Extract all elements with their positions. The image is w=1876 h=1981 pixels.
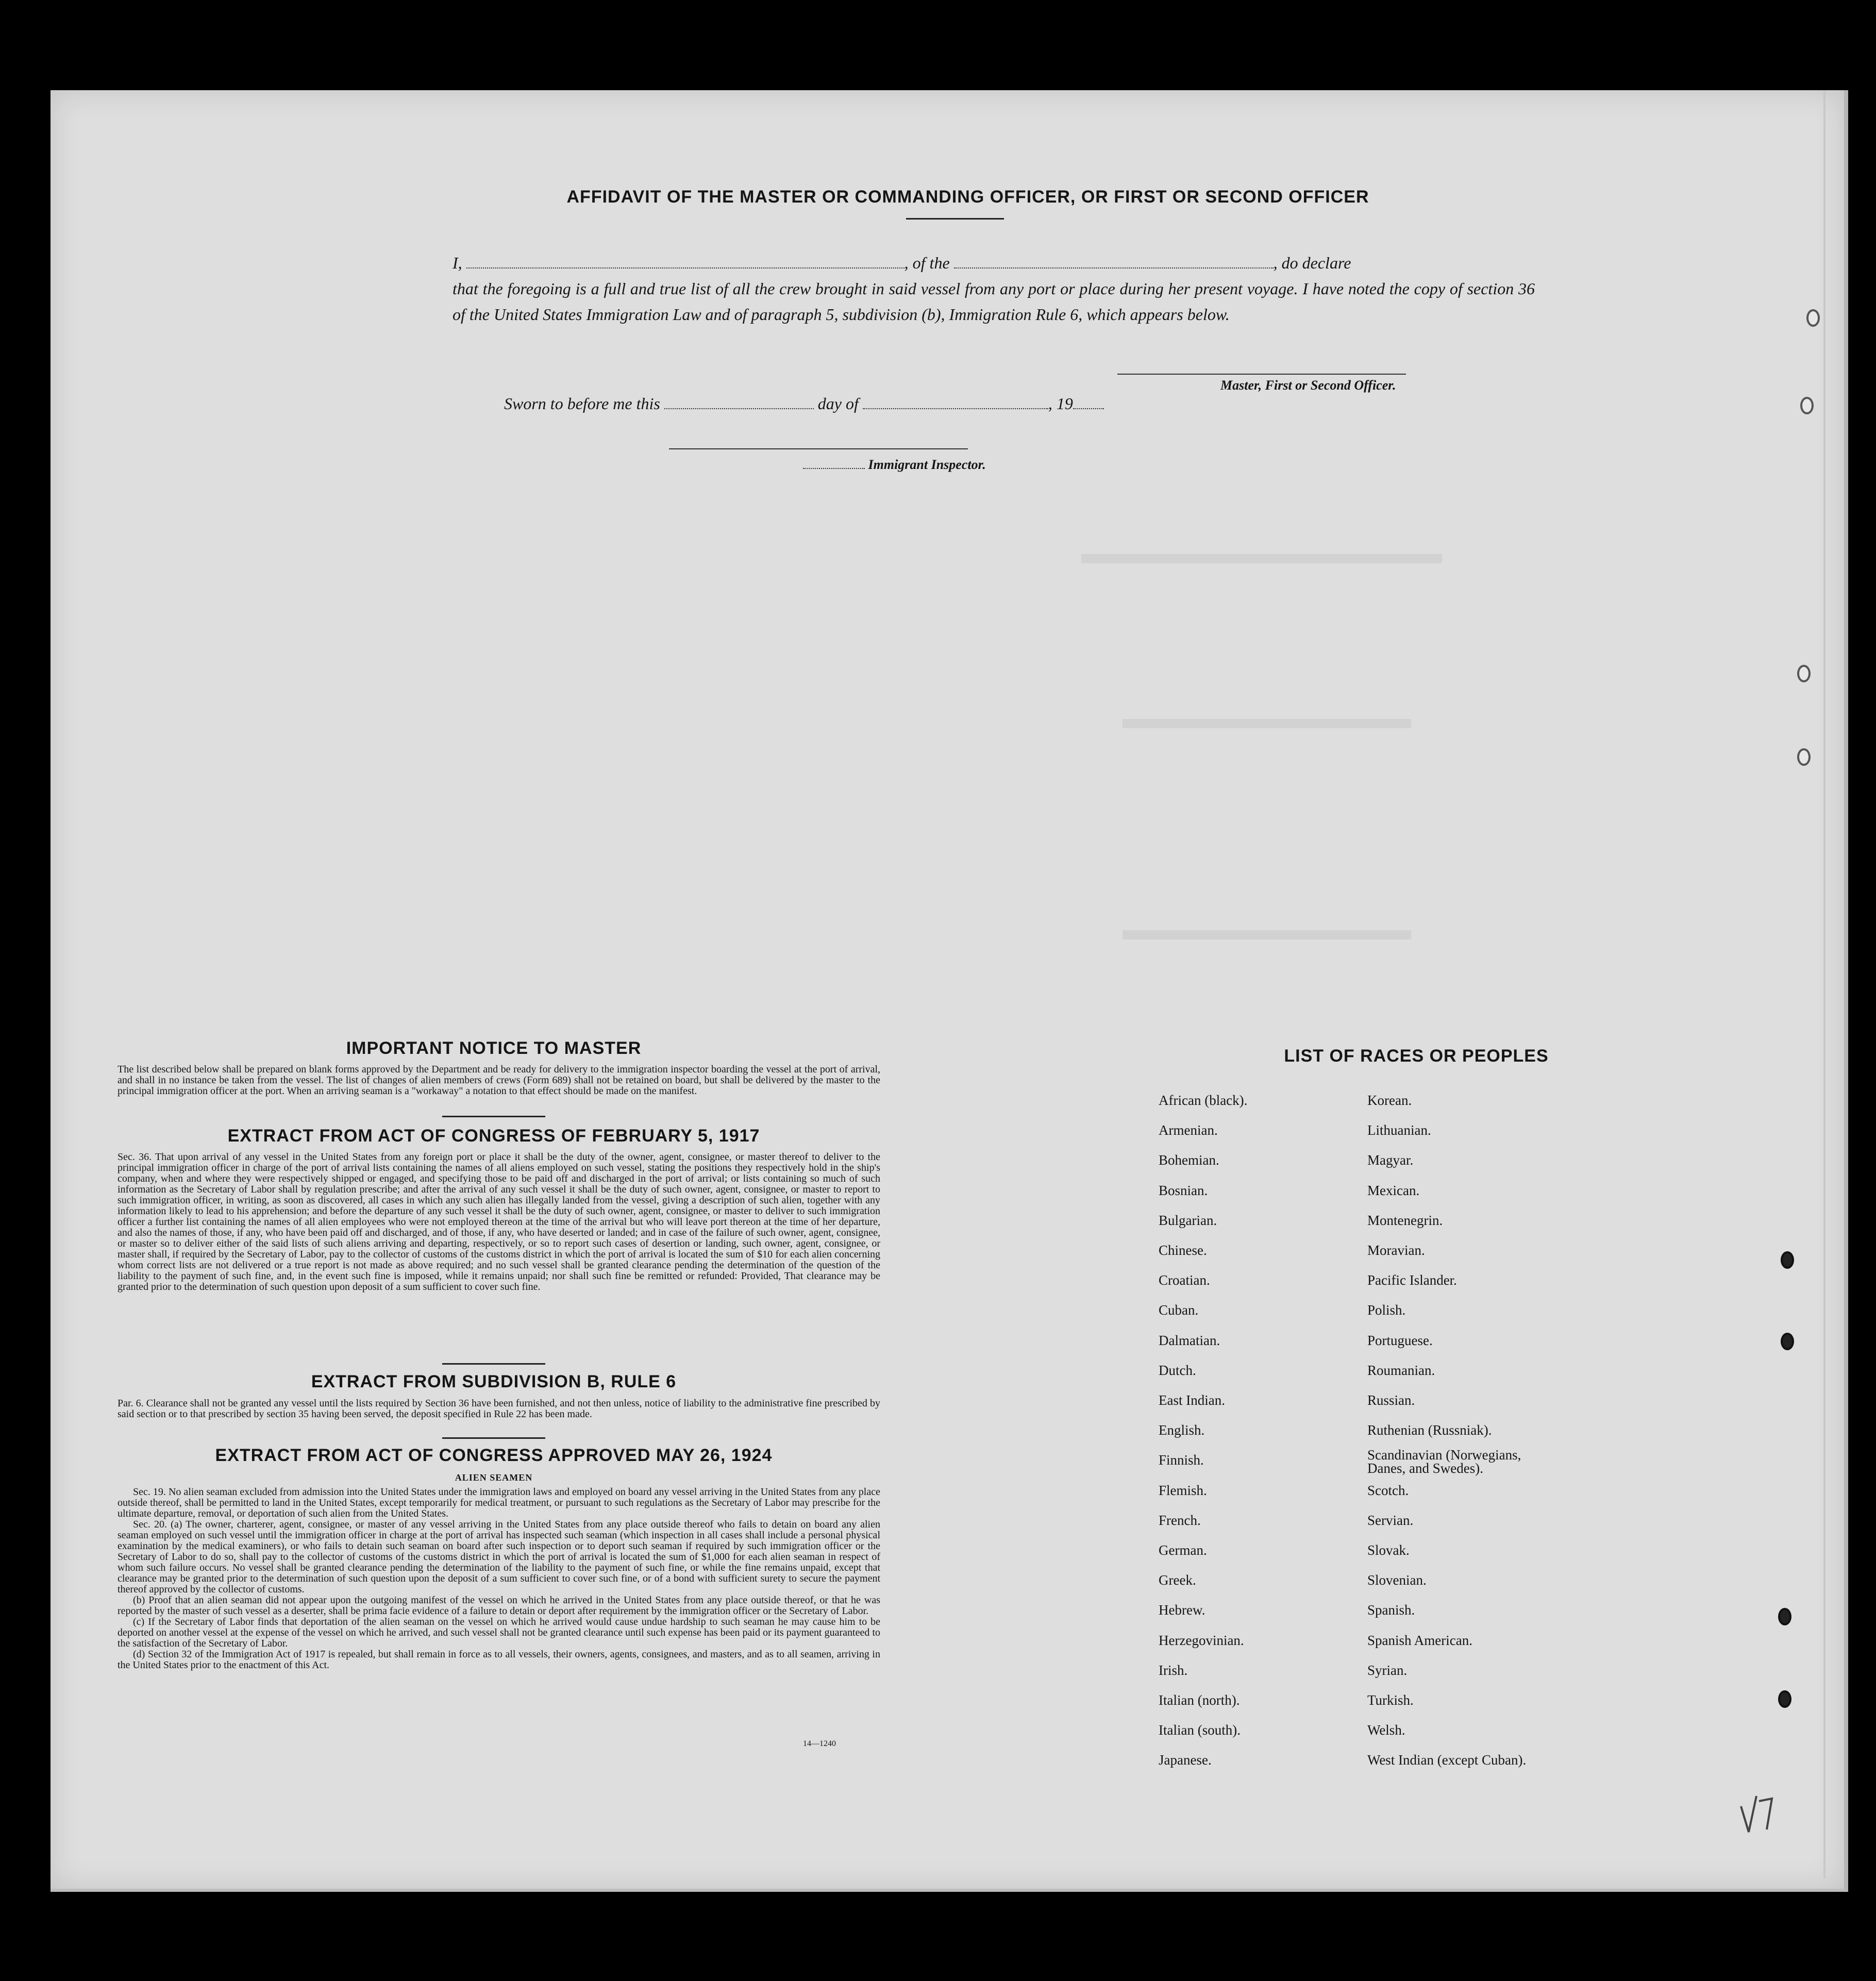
of-the-label: , of the bbox=[904, 254, 950, 272]
extract-rule6-body: Par. 6. Clearance shall not be granted any vessel until the lists required by Section 36 have been furnished, and not then unless, notice of liability to the administrative fine prescribed by said section or to that prescribed by section 35 having been served, the deposit specified in Rule 22 has been made. bbox=[118, 1398, 880, 1420]
master-signature-line[interactable] bbox=[1117, 374, 1406, 375]
race-item: Cuban. bbox=[1159, 1302, 1199, 1318]
inspector-prefix-line bbox=[803, 468, 865, 469]
binding-hole bbox=[1781, 1333, 1794, 1350]
inspector-signature bbox=[803, 457, 986, 473]
race-item: Lithuanian. bbox=[1367, 1122, 1431, 1138]
race-item: Slovak. bbox=[1367, 1542, 1410, 1558]
notice-body: The list described below shall be prepared on blank forms approved by the Department and be ready for delivery to the immigration inspector boarding the vessel at the port of arrival, and shall in no instance be taken from the vessel. The list of changes of alien members of crews (Form 689) shall not be retained on board, but shall be delivered by the master to the principal immigration officer at the port. When an arriving seaman is a "workaway" a notation to that effect should be made on the manifest. bbox=[118, 1064, 880, 1097]
race-item: East Indian. bbox=[1159, 1392, 1225, 1408]
race-item: German. bbox=[1159, 1542, 1207, 1558]
sworn-day-field[interactable] bbox=[664, 408, 814, 409]
race-item: Montenegrin. bbox=[1367, 1212, 1443, 1228]
race-item: Herzegovinian. bbox=[1159, 1632, 1244, 1648]
race-item: Chinese. bbox=[1159, 1243, 1207, 1258]
document-page bbox=[51, 90, 1848, 1892]
affidavit-first-line bbox=[453, 250, 1535, 276]
race-item: Armenian. bbox=[1159, 1122, 1218, 1138]
form-number: 14—1240 bbox=[803, 1739, 836, 1748]
race-item: Flemish. bbox=[1159, 1482, 1207, 1498]
title-rule bbox=[906, 218, 1004, 220]
race-item: Syrian. bbox=[1367, 1662, 1408, 1678]
affidavit-title: AFFIDAVIT OF THE MASTER OR COMMANDING OFFICER, OR FIRST OR SECOND OFFICER bbox=[566, 187, 1369, 207]
bleed-through-line bbox=[1081, 554, 1442, 563]
race-item: African (black). bbox=[1159, 1093, 1248, 1108]
race-item: Polish. bbox=[1367, 1302, 1406, 1318]
binding-hole bbox=[1797, 748, 1811, 766]
notice-rule bbox=[442, 1116, 545, 1117]
race-item: Slovenian. bbox=[1367, 1572, 1427, 1588]
extract-1917-body: Sec. 36. That upon arrival of any vessel in the United States from any foreign port or place it shall be the duty of the owner, agent, consignee, or master thereof to deliver to the principal immigration officer in charge of the port of arrival lists containing the names of all aliens employed on such vessel, stating the positions they respectively hold in the ship's company, when and where they were respectively shipped or engaged, and specifying those to be paid off and discharged in the port of arrival; or lists containing so much of such information as the Secretary of Labor shall by regulation prescribe; and after the arrival of any such vessel it shall be the duty of such owner, agent, consignee, or master to report to such immigration officer, in writing, as soon as discovered, all cases in which any such alien has illegally landed from the vessel, giving a description of such alien, together with any information likely to lead to his apprehension; and before the departure of any such vessel it shall be the duty of such owner, agent, consignee, or master to deliver to such immigration officer a further list containing the names of all alien employees who were not employed thereon at the time of the arrival but who will leave port thereon at the time of her departure, and also the names of those, if any, who have been paid off and discharged, and of those, if any, who have deserted or landed; and in case of the failure of such owner, agent, consignee, or master so to deliver either of the said lists of such aliens arriving and departing, respectively, or so to report such cases of desertion or landing, such owner, agent, consignee, or master shall, if required by the Secretary of Labor, pay to the collector of customs of the customs district in which the port of arrival is located the sum of $10 for each alien concerning whom correct lists are not delivered or a true report is not made as above required; and no such vessel shall be granted clearance pending the determination of the question of the liability to the payment of such fine, and, in the event such fine is imposed, while it remains unpaid; nor shall such fine be remitted or refunded: Provided, That clearance may be granted prior to the determination of such question upon deposit of a sum sufficient to cover such fine. bbox=[118, 1151, 880, 1292]
race-item: Scandinavian (Norwegians, Danes, and Swedes). bbox=[1367, 1447, 1521, 1476]
sworn-month-field[interactable] bbox=[863, 408, 1048, 409]
race-item: Magyar. bbox=[1367, 1152, 1414, 1168]
extract-1924-subtitle: ALIEN SEAMEN bbox=[455, 1472, 533, 1483]
race-item: Dutch. bbox=[1159, 1362, 1196, 1378]
binding-hole bbox=[1806, 309, 1820, 327]
master-signature-label: Master, First or Second Officer. bbox=[1220, 378, 1396, 393]
sworn-label: Sworn to before me this bbox=[504, 394, 660, 413]
race-item: Hebrew. bbox=[1159, 1602, 1205, 1618]
binding-hole bbox=[1781, 1251, 1794, 1269]
extract-1917-title: EXTRACT FROM ACT OF CONGRESS OF FEBRUARY 5, 1917 bbox=[227, 1126, 760, 1146]
race-item: Finnish. bbox=[1159, 1452, 1204, 1468]
extract-1924-paragraph: (d) Section 32 of the Immigration Act of 1917 is repealed, but shall remain in force as to all vessels, their owners, agents, consignees, and masters, and as to all seamen, arriving in the United States prior to the enactment of this Act. bbox=[118, 1649, 880, 1671]
race-item: Italian (south). bbox=[1159, 1722, 1241, 1738]
extract-1924-title: EXTRACT FROM ACT OF CONGRESS APPROVED MAY 26, 1924 bbox=[215, 1446, 773, 1465]
binding-hole bbox=[1800, 397, 1814, 414]
race-item: Turkish. bbox=[1367, 1692, 1414, 1708]
notice-title: IMPORTANT NOTICE TO MASTER bbox=[346, 1038, 642, 1058]
race-item: Servian. bbox=[1367, 1512, 1414, 1528]
extract-1924-body bbox=[118, 1487, 880, 1671]
race-item: Bohemian. bbox=[1159, 1152, 1219, 1168]
race-item: Scotch. bbox=[1367, 1482, 1409, 1498]
i-label: I, bbox=[453, 254, 462, 272]
inspector-signature-line[interactable] bbox=[669, 448, 968, 449]
race-item: Welsh. bbox=[1367, 1722, 1405, 1738]
race-item: Greek. bbox=[1159, 1572, 1196, 1588]
extract-rule6-rule bbox=[442, 1437, 545, 1439]
races-title: LIST OF RACES OR PEOPLES bbox=[1284, 1046, 1549, 1066]
handwritten-mark bbox=[1736, 1786, 1782, 1837]
race-item: Roumanian. bbox=[1367, 1362, 1435, 1378]
race-item: Italian (north). bbox=[1159, 1692, 1240, 1708]
extract-1924-paragraph: Sec. 19. No alien seaman excluded from admission into the United States under the immigration laws and employed on board any vessel arriving in the United States from any place outside thereof, shall be permitted to land in the United States, except temporarily for medical treatment, or pursuant to such regulations as the Secretary of Labor may prescribe for the ultimate departure, removal, or deportation of such alien from the United States. bbox=[118, 1486, 880, 1519]
extract-rule6-title: EXTRACT FROM SUBDIVISION B, RULE 6 bbox=[311, 1372, 677, 1391]
race-item: Ruthenian (Russniak). bbox=[1367, 1422, 1492, 1438]
race-item: Spanish American. bbox=[1367, 1632, 1472, 1648]
race-item: Japanese. bbox=[1159, 1752, 1212, 1768]
race-item: Russian. bbox=[1367, 1392, 1415, 1408]
year-prefix-label: , 19 bbox=[1048, 394, 1073, 413]
race-item: Portuguese. bbox=[1367, 1332, 1433, 1348]
binding-hole bbox=[1797, 665, 1811, 682]
race-item: Pacific Islander. bbox=[1367, 1272, 1457, 1288]
extract-1917-rule bbox=[442, 1363, 545, 1365]
affidavit-statement: that the foregoing is a full and true list of all the crew brought in said vessel from any port or place during her present voyage. I have noted the copy of section 36 of the United States Immigration Law and of paragraph 5, subdivision (b), Immigration Rule 6, which appears below. bbox=[453, 279, 1535, 324]
inspector-label: Immigrant Inspector. bbox=[868, 457, 986, 472]
race-item: Spanish. bbox=[1367, 1602, 1415, 1618]
name-field[interactable] bbox=[466, 267, 904, 268]
race-item: English. bbox=[1159, 1422, 1205, 1438]
vessel-field[interactable] bbox=[954, 267, 1274, 268]
race-item: Mexican. bbox=[1367, 1182, 1420, 1198]
sworn-line bbox=[504, 394, 1104, 413]
race-item: Bosnian. bbox=[1159, 1182, 1208, 1198]
race-item: French. bbox=[1159, 1512, 1201, 1528]
sworn-year-field[interactable] bbox=[1073, 408, 1104, 409]
extract-1924-paragraph: (b) Proof that an alien seaman did not appear upon the outgoing manifest of the vessel on which he arrived in the United States from any place outside thereof, or that he was reported by the master of such vessel as a deserter, shall be prima facie evidence of a failure to detain or deport after requirement by the immigration officer or the Secretary of Labor. bbox=[118, 1594, 880, 1617]
page-edge bbox=[1823, 90, 1825, 1878]
binding-hole bbox=[1778, 1608, 1791, 1625]
race-item: Bulgarian. bbox=[1159, 1212, 1217, 1228]
extract-1924-paragraph: Sec. 20. (a) The owner, charterer, agent, consignee, or master of any vessel arriving in the United States from any place outside thereof who fails to detain on board any alien seaman employed on such vessel until the immigration officer in charge at the port of arrival has inspected such seaman (which inspection in all cases shall include a personal physical examination by the medical examiners), or who fails to detain such seaman on board after such inspection or to deport such seaman if required by such immigration officer or the Secretary of Labor to do so, shall pay to the collector of customs of the customs district in which the port of arrival is located the sum of $1,000 for each alien seaman in respect of whom such failure occurs. No vessel shall be granted clearance pending the determination of the liability to the payment of such fine, or while the fine remains unpaid, except that clearance may be granted prior to the determination of such question upon the deposit of a sum sufficient to cover such fine, or of a bond with sufficient surety to secure the payment thereof approved by the collector of customs. bbox=[118, 1519, 880, 1595]
day-of-label: day of bbox=[817, 394, 859, 413]
bleed-through-line bbox=[1123, 930, 1411, 939]
binding-hole bbox=[1778, 1690, 1791, 1708]
do-declare-label: , do declare bbox=[1273, 254, 1351, 272]
race-item: Korean. bbox=[1367, 1093, 1412, 1108]
affidavit-body bbox=[453, 250, 1535, 327]
race-item: Dalmatian. bbox=[1159, 1332, 1220, 1348]
extract-1924-paragraph: (c) If the Secretary of Labor finds that deportation of the alien seaman on the vessel on which he arrived would cause undue hardship to such seaman he may cause him to be deported on another vessel at the expense of the vessel on which he arrived, and such vessel shall not be granted clearance until such expense has been paid or its payment guaranteed to the satisfaction of the Secretary of Labor. bbox=[118, 1616, 880, 1649]
race-item: Croatian. bbox=[1159, 1272, 1210, 1288]
race-item: Irish. bbox=[1159, 1662, 1188, 1678]
race-item: Moravian. bbox=[1367, 1243, 1425, 1258]
bleed-through-line bbox=[1123, 719, 1411, 728]
race-item: West Indian (except Cuban). bbox=[1367, 1752, 1527, 1768]
